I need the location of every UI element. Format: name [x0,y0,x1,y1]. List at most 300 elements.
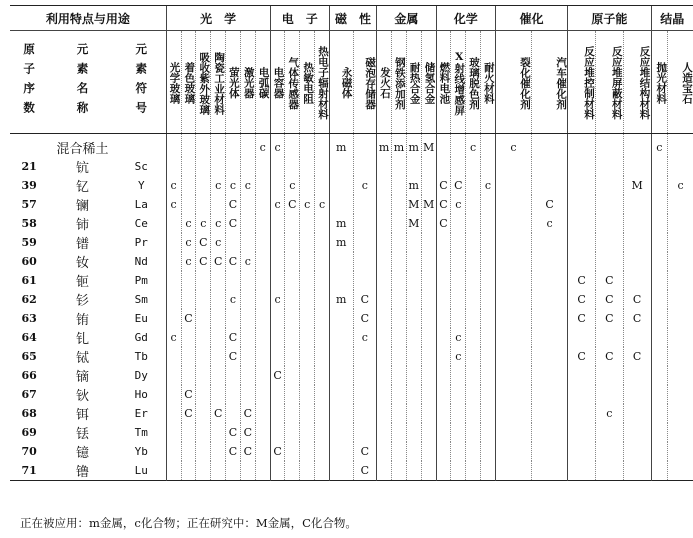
usage-mark [391,271,406,290]
usage-mark [466,404,481,423]
usage-mark [495,271,531,290]
usage-mark [240,157,255,176]
usage-mark: C [436,176,451,195]
usage-mark [495,290,531,309]
usage-mark [568,423,596,442]
usage-mark [353,366,377,385]
usage-mark [240,290,255,309]
usage-mark [651,252,668,271]
usage-mark [240,347,255,366]
usage-mark [181,423,196,442]
usage-mark [466,366,481,385]
use-column-header: 发火石 [377,31,392,134]
usage-mark [391,442,406,461]
element-row [10,404,693,423]
element-row [10,233,693,252]
usage-mark [451,442,466,461]
usage-mark [532,404,568,423]
usage-mark [651,271,668,290]
usage-mark [211,442,226,461]
usage-mark [255,271,270,290]
usage-mark [466,214,481,233]
usage-mark [436,271,451,290]
element-row [10,385,693,404]
usage-mark: C [595,271,623,290]
usage-mark [211,309,226,328]
usage-mark [651,328,668,347]
usage-mark [481,347,496,366]
usage-mark [329,461,353,481]
usage-mark [406,271,421,290]
usage-mark [315,157,330,176]
usage-mark [315,423,330,442]
usage-mark [623,328,651,347]
usage-mark [300,214,315,233]
usage-mark [391,252,406,271]
usage-mark: c [270,195,285,214]
usage-mark [668,309,693,328]
usage-mark [421,366,436,385]
element-symbol: Sm [134,293,148,306]
usage-mark [651,347,668,366]
use-column-header: 陶瓷工业材料 [211,31,226,134]
usage-mark [329,328,353,347]
element-name: 钷 [76,275,90,290]
usage-mark [436,233,451,252]
element-symbol: Ce [134,217,148,230]
element-row [10,157,693,176]
usage-mark [166,233,181,252]
element-row [10,271,693,290]
usage-mark [406,404,421,423]
atomic-number: 65 [21,350,37,363]
use-column-header: 萤光体 [226,31,241,134]
usage-mark: C [240,404,255,423]
usage-mark [466,328,481,347]
element-row [10,176,693,195]
usage-mark [196,366,211,385]
usage-mark [391,385,406,404]
usage-mark [568,366,596,385]
usage-mark [211,328,226,347]
element-row [10,290,693,309]
usage-mark [255,195,270,214]
usage-mark [270,252,285,271]
element-name: 镨 [76,237,90,252]
usage-mark [315,271,330,290]
usage-mark [481,385,496,404]
usage-mark [300,347,315,366]
usage-mark [495,176,531,195]
usage-mark [211,385,226,404]
usage-mark [495,366,531,385]
usage-mark [651,195,668,214]
usage-mark [240,328,255,347]
use-column-header: 电容器 [270,31,285,134]
usage-mark: C [270,442,285,461]
usage-mark [391,328,406,347]
usage-mark [466,442,481,461]
usage-mark: c [211,214,226,233]
usage-mark [211,157,226,176]
usage-mark [406,461,421,481]
usage-mark [421,233,436,252]
usage-mark [451,385,466,404]
usage-mark [466,309,481,328]
usage-mark [668,233,693,252]
usage-mark [406,328,421,347]
usage-mark [196,404,211,423]
atomic-number: 21 [21,160,37,173]
usage-mark: C [226,214,241,233]
usage-mark [270,423,285,442]
usage-mark [451,233,466,252]
usage-mark [406,442,421,461]
use-column-header: 热敏电阻 [300,31,315,134]
use-column-header: 热电子辐射材料 [315,31,330,134]
usage-mark [377,366,392,385]
usage-mark: c [270,134,285,158]
usage-mark [481,461,496,481]
usage-mark: c [181,252,196,271]
usage-mark [651,385,668,404]
usage-mark [651,233,668,252]
usage-mark: C [568,309,596,328]
usage-mark: c [226,290,241,309]
usage-mark [353,404,377,423]
element-symbol: La [134,198,148,211]
usage-mark: m [329,134,353,158]
use-column-header: 吸收紫外玻璃 [196,31,211,134]
usage-mark [329,176,353,195]
usage-mark: M [623,176,651,195]
element-name: 混合稀土 [56,142,109,157]
usage-mark [466,271,481,290]
usage-mark: c [651,134,668,158]
usage-mark [353,195,377,214]
usage-mark: C [181,385,196,404]
usage-mark [532,233,568,252]
usage-mark [285,442,300,461]
usage-mark [377,423,392,442]
element-symbol: Ho [134,388,148,401]
usage-mark [315,442,330,461]
usage-mark [240,233,255,252]
usage-mark [466,290,481,309]
use-column-header: 耐火材料 [481,31,496,134]
usage-mark [623,271,651,290]
usage-mark [353,271,377,290]
usage-mark: C [226,195,241,214]
usage-mark [568,328,596,347]
usage-mark [285,461,300,481]
usage-mark [421,309,436,328]
usage-mark [436,328,451,347]
usage-mark [255,309,270,328]
usage-mark [495,309,531,328]
element-name: 铒 [76,408,90,423]
element-symbol: Pr [134,236,148,249]
usage-mark [300,442,315,461]
use-column-header: 燃料电池 [436,31,451,134]
usage-mark [623,252,651,271]
usage-mark [623,195,651,214]
usage-mark [436,385,451,404]
usage-mark [255,157,270,176]
usage-mark: C [211,404,226,423]
use-column-header: 裂化催化剂 [495,31,531,134]
usage-mark [481,309,496,328]
use-column-header: 永磁体 [329,31,353,134]
usage-mark: C [436,195,451,214]
usage-mark: C [226,347,241,366]
usage-mark [391,195,406,214]
element-row [10,214,693,233]
usage-mark [668,252,693,271]
usage-mark [377,290,392,309]
element-row [10,195,693,214]
usage-mark [270,404,285,423]
usage-mark [668,366,693,385]
usage-mark [532,385,568,404]
usage-mark [623,423,651,442]
usage-mark [436,347,451,366]
usage-mark [481,423,496,442]
usage-mark: C [353,290,377,309]
usage-mark [495,252,531,271]
usage-mark [391,366,406,385]
usage-mark [181,290,196,309]
usage-mark [329,271,353,290]
usage-mark [406,252,421,271]
usage-mark [226,404,241,423]
element-name: 钬 [76,389,90,404]
rare-earth-applications-table-doc [10,5,693,481]
usage-mark [377,442,392,461]
usage-mark: C [226,328,241,347]
usage-mark [532,157,568,176]
usage-mark [623,157,651,176]
usage-mark [595,328,623,347]
usage-mark: C [240,423,255,442]
usage-mark: C [595,347,623,366]
usage-mark [668,328,693,347]
usage-mark [240,366,255,385]
usage-mark [226,461,241,481]
usage-mark [240,461,255,481]
usage-mark [300,366,315,385]
usage-mark [285,252,300,271]
usage-mark [353,157,377,176]
usage-mark [226,157,241,176]
usage-mark [300,385,315,404]
usage-mark [668,214,693,233]
usage-mark [595,423,623,442]
usage-mark: c [166,195,181,214]
rare-earth-table [10,5,693,481]
usage-mark [595,134,623,158]
usage-mark [315,309,330,328]
usage-mark [181,442,196,461]
usage-mark: c [226,176,241,195]
usage-mark [285,233,300,252]
element-symbol: Pm [134,274,148,287]
element-row [10,309,693,328]
usage-mark [270,233,285,252]
usage-mark [568,461,596,481]
usage-mark [300,290,315,309]
usage-mark [300,252,315,271]
usage-mark: C [353,442,377,461]
usage-mark [196,328,211,347]
usage-mark [329,385,353,404]
legend-note: 正在被应用：m金属，c化合物；正在研究中：M金属，C化合物。 [20,516,357,530]
usage-mark [166,347,181,366]
element-row [10,461,693,481]
usage-mark [391,347,406,366]
usage-mark [651,309,668,328]
usage-mark [181,461,196,481]
usage-mark [668,271,693,290]
usage-mark [568,176,596,195]
usage-mark [451,214,466,233]
usage-mark: c [353,176,377,195]
usage-mark [211,271,226,290]
usage-mark [300,461,315,481]
usage-mark [255,366,270,385]
usage-mark: M [406,195,421,214]
usage-mark [285,157,300,176]
usage-mark [568,233,596,252]
usage-mark [532,309,568,328]
usage-mark [166,134,181,158]
usage-mark [466,176,481,195]
usage-mark [495,461,531,481]
usage-mark [406,157,421,176]
usage-mark [436,252,451,271]
usage-mark [421,290,436,309]
element-name: 镥 [76,465,90,480]
usage-mark [532,176,568,195]
usage-mark: C [568,347,596,366]
usage-mark [285,271,300,290]
usage-mark [421,404,436,423]
usage-mark [353,385,377,404]
usage-mark [377,214,392,233]
usage-mark: C [353,309,377,328]
usage-mark: C [451,176,466,195]
usage-mark [211,423,226,442]
usage-mark: m [329,214,353,233]
atomic-number: 68 [21,407,37,420]
usage-mark: c [466,134,481,158]
usage-mark [166,385,181,404]
usage-mark [196,442,211,461]
element-symbol: Y [137,179,145,192]
usage-mark [623,214,651,233]
usage-mark [481,290,496,309]
usage-mark [595,233,623,252]
usage-mark [451,404,466,423]
usage-mark [532,134,568,158]
usage-mark [466,461,481,481]
usage-mark [329,366,353,385]
usage-mark [623,134,651,158]
usage-mark [315,385,330,404]
usage-mark [481,404,496,423]
usage-mark [451,252,466,271]
use-column-header: 激光器 [240,31,255,134]
usage-mark: m [329,233,353,252]
usage-mark [181,347,196,366]
usage-mark [166,309,181,328]
element-name: 钕 [76,256,90,271]
usage-mark [406,233,421,252]
element-row [10,347,693,366]
usage-mark: c [315,195,330,214]
usage-mark [436,442,451,461]
usage-mark [329,309,353,328]
usage-mark [315,404,330,423]
usage-mark [196,134,211,158]
usage-mark [436,366,451,385]
usage-mark: M [406,214,421,233]
usage-mark: c [353,328,377,347]
use-column-header: 储氢合金 [421,31,436,134]
usage-mark: C [532,195,568,214]
usage-mark: C [623,309,651,328]
usage-mark [595,214,623,233]
element-name: 钆 [76,332,90,347]
usage-mark [481,442,496,461]
usage-mark [421,461,436,481]
usage-mark [196,385,211,404]
usage-mark [436,404,451,423]
usage-mark [436,423,451,442]
usage-mark [181,176,196,195]
group-electronics: 电 子 [270,6,329,31]
usage-mark [595,176,623,195]
usage-mark [255,404,270,423]
usage-mark [270,271,285,290]
usage-mark [211,195,226,214]
group-nuclear: 原子能 [568,6,651,31]
col-head-element-name: 元素名称 [48,31,117,134]
usage-mark [421,271,436,290]
usage-mark [406,347,421,366]
element-symbol: Tm [134,426,148,439]
element-symbol: Sc [134,160,148,173]
usage-mark [196,157,211,176]
usage-mark [495,195,531,214]
usage-mark [166,442,181,461]
usage-mark [495,157,531,176]
element-name: 钪 [76,161,90,176]
usage-mark [300,176,315,195]
usage-mark [211,461,226,481]
usage-mark: c [181,214,196,233]
usage-mark [651,176,668,195]
usage-mark: c [595,404,623,423]
usage-mark [353,233,377,252]
element-row [10,442,693,461]
col-head-atomic-number: 原子序数 [10,31,48,134]
usage-mark [495,214,531,233]
usage-mark [270,157,285,176]
usage-mark [532,252,568,271]
usage-mark [466,233,481,252]
element-symbol: Eu [134,312,148,325]
